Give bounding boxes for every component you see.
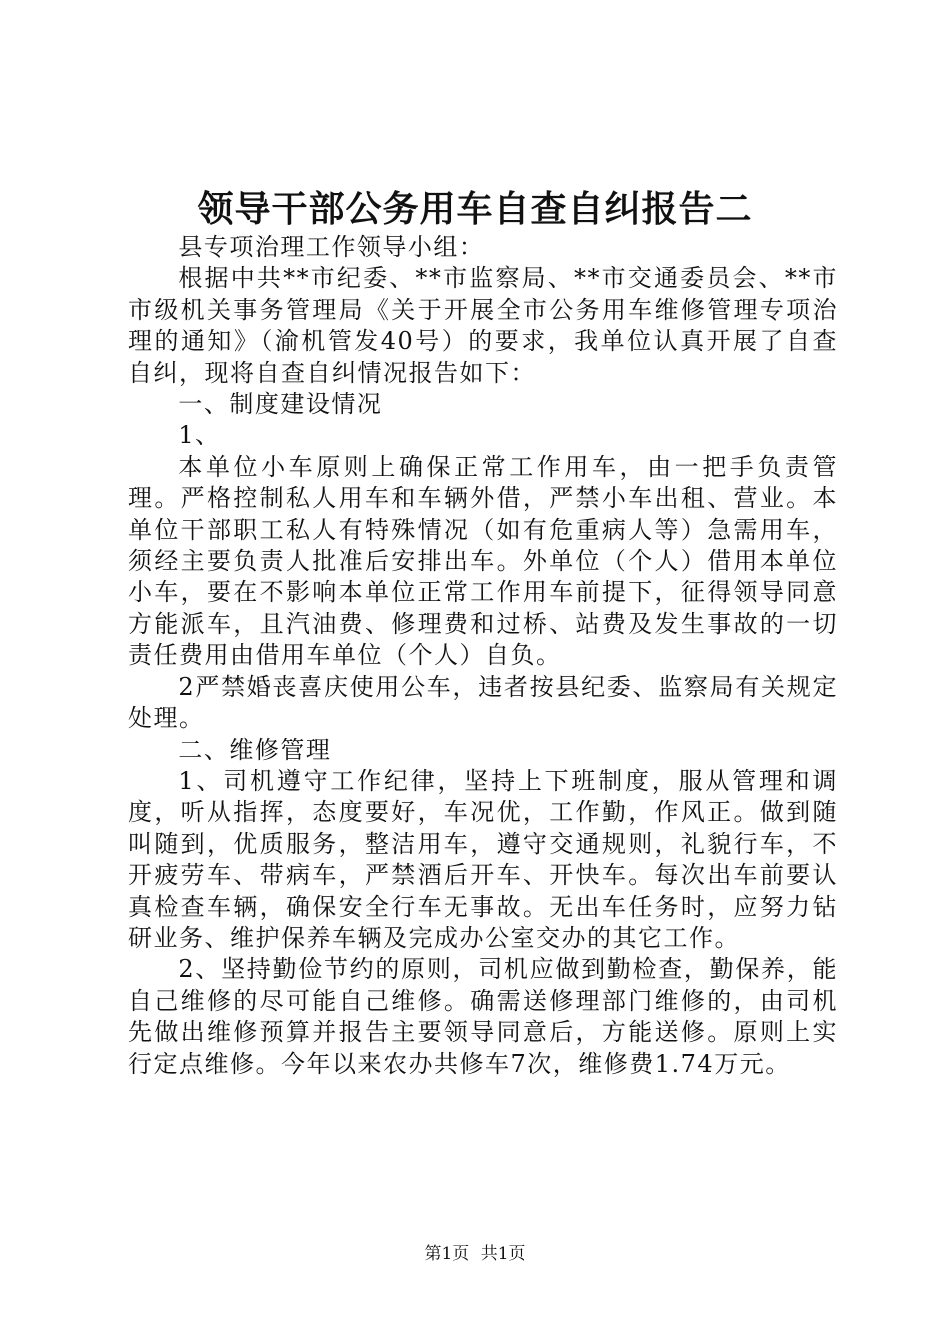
paragraph-ban-ceremonies: 2严禁婚丧喜庆使用公车，违者按县纪委、监察局有关规定处理。 [128, 672, 838, 733]
paragraph-maintenance: 2、坚持勤俭节约的原则，司机应做到勤检查，勤保养，能自己维修的尽可能自己维修。确需送修理部门维修的，由司机先做出维修预算并报告主要领导同意后，方能送修。原则上实行定点维修。今年以来农办共修车7次，维修费1.74万元。 [128, 955, 838, 1078]
document-title: 领导干部公务用车自查自纠报告二 [197, 188, 753, 230]
section-heading-2: 二、维修管理 [178, 735, 332, 764]
page-total: 共1页 [480, 1244, 526, 1264]
page-number: 第1页 [424, 1244, 470, 1264]
item-number: 1、 [178, 421, 221, 450]
paragraph-vehicle-use: 本单位小车原则上确保正常工作用车，由一把手负责管理。严格控制私人用车和车辆外借，严禁小车出租、营业。本单位干部职工私人有特殊情况（如有危重病人等）急需用车，须经主要负责人批准后安排出车。外单位（个人）借用本单位小车，要在不影响本单位正常工作用车前提下，征得领导同意方能派车，且汽油费、修理费和过桥、站费及发生事故的一切责任费用由借用车单位（个人）自负。 [128, 452, 838, 670]
document-body [128, 232, 838, 1080]
salutation: 县专项治理工作领导小组： [178, 233, 485, 261]
intro-paragraph: 根据中共**市纪委、**市监察局、**市交通委员会、**市市级机关事务管理局《关于开展全市公务用车维修管理专项治理的通知》（渝机管发40号）的要求，我单位认真开展了自查自纠，现将自查自纠情况报告如下： [128, 264, 838, 387]
section-heading-1: 一、制度建设情况 [178, 390, 383, 419]
page-footer [0, 1242, 950, 1266]
paragraph-driver-discipline: 1、司机遵守工作纪律，坚持上下班制度，服从管理和调度，听从指挥，态度要好，车况优，工作勤，作风正。做到随叫随到，优质服务，整洁用车，遵守交通规则，礼貌行车，不开疲劳车、带病车，严禁酒后开车、开快车。每次出车前要认真检查车辆，确保安全行车无事故。无出车任务时，应努力钻研业务、维护保养车辆及完成办公室交办的其它工作。 [128, 766, 838, 952]
